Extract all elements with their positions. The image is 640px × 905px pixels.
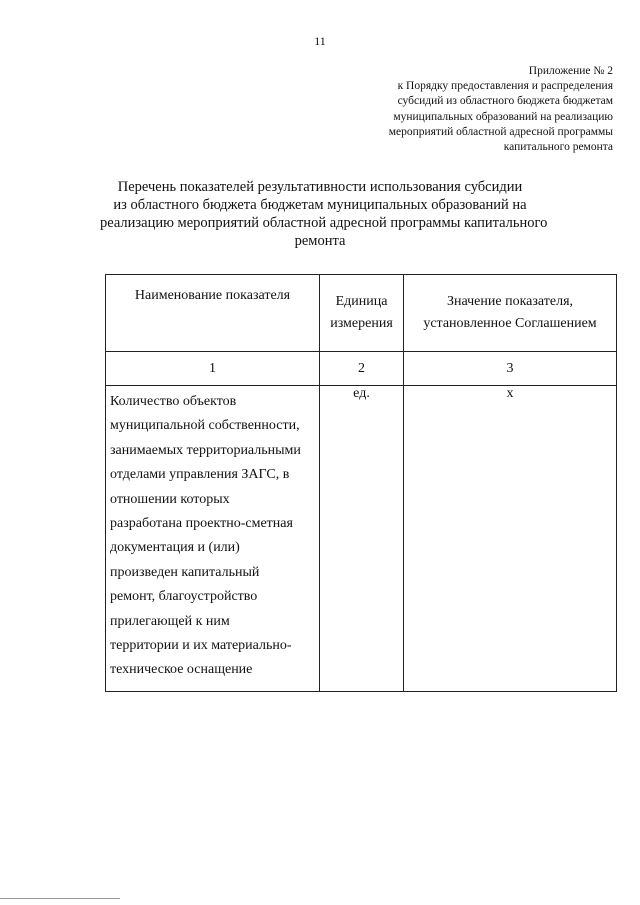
title-line: реализацию мероприятий областной адресной программы капитального	[100, 215, 548, 231]
indicator-value: x	[506, 386, 514, 401]
indicator-name-line: документация и (или)	[110, 540, 240, 556]
footer-divider	[0, 898, 120, 899]
appendix-line: мероприятий областной адресной программы	[388, 125, 613, 138]
indicator-name-line: территории и их материально-	[110, 638, 292, 654]
indicators-table	[105, 274, 617, 692]
header-value-line: Значение показателя,	[446, 294, 574, 309]
indicator-name-line: прилегающей к ним	[110, 613, 230, 629]
appendix-line: к Порядку предоставления и распределения	[397, 80, 613, 93]
title-line: из областного бюджета бюджетам муниципальных образований на	[113, 197, 527, 213]
indicator-name-cell	[106, 386, 320, 692]
unit-cell	[320, 386, 404, 692]
header-unit-line: измерения	[330, 316, 393, 331]
table-header-row	[106, 275, 617, 352]
header-value-line: установленное Соглашением	[423, 316, 597, 331]
header-name	[106, 275, 320, 352]
header-unit	[320, 275, 404, 352]
page-number: 11	[314, 34, 326, 48]
column-number-row	[106, 352, 617, 386]
value-cell	[404, 386, 617, 692]
indicator-name-line: отделами управления ЗАГС, в	[110, 467, 290, 483]
appendix-line: капитального ремонта	[503, 141, 613, 154]
indicator-name-line: муниципальной собственности,	[110, 418, 300, 434]
title-line: Перечень показателей результативности использования субсидии	[117, 179, 523, 195]
indicator-name-line: отношении которых	[110, 491, 230, 507]
unit-value: ед.	[353, 386, 370, 401]
title-line: ремонта	[294, 233, 346, 249]
column-number: 3	[404, 352, 617, 386]
appendix-line: Приложение № 2	[528, 65, 613, 77]
table-row	[106, 386, 617, 692]
header-name-text: Наименование показателя	[134, 288, 291, 303]
document-title	[100, 178, 548, 250]
indicator-name-line: Количество объектов	[110, 394, 237, 409]
indicator-name-line: техническое оснащение	[110, 662, 253, 678]
indicator-name-line: произведен капитальный	[110, 564, 260, 580]
column-number: 1	[106, 352, 320, 386]
header-unit-line: Единица	[335, 294, 388, 309]
appendix-note	[293, 64, 613, 155]
indicator-name-line: ремонт, благоустройство	[110, 589, 258, 605]
indicator-name-line: разработана проектно-сметная	[110, 516, 293, 532]
header-value	[404, 275, 617, 352]
appendix-line: субсидий из областного бюджета бюджетам	[397, 95, 613, 108]
indicator-name-line: занимаемых территориальными	[110, 442, 301, 458]
appendix-line: муниципальных образований на реализацию	[393, 110, 613, 123]
column-number: 2	[320, 352, 404, 386]
